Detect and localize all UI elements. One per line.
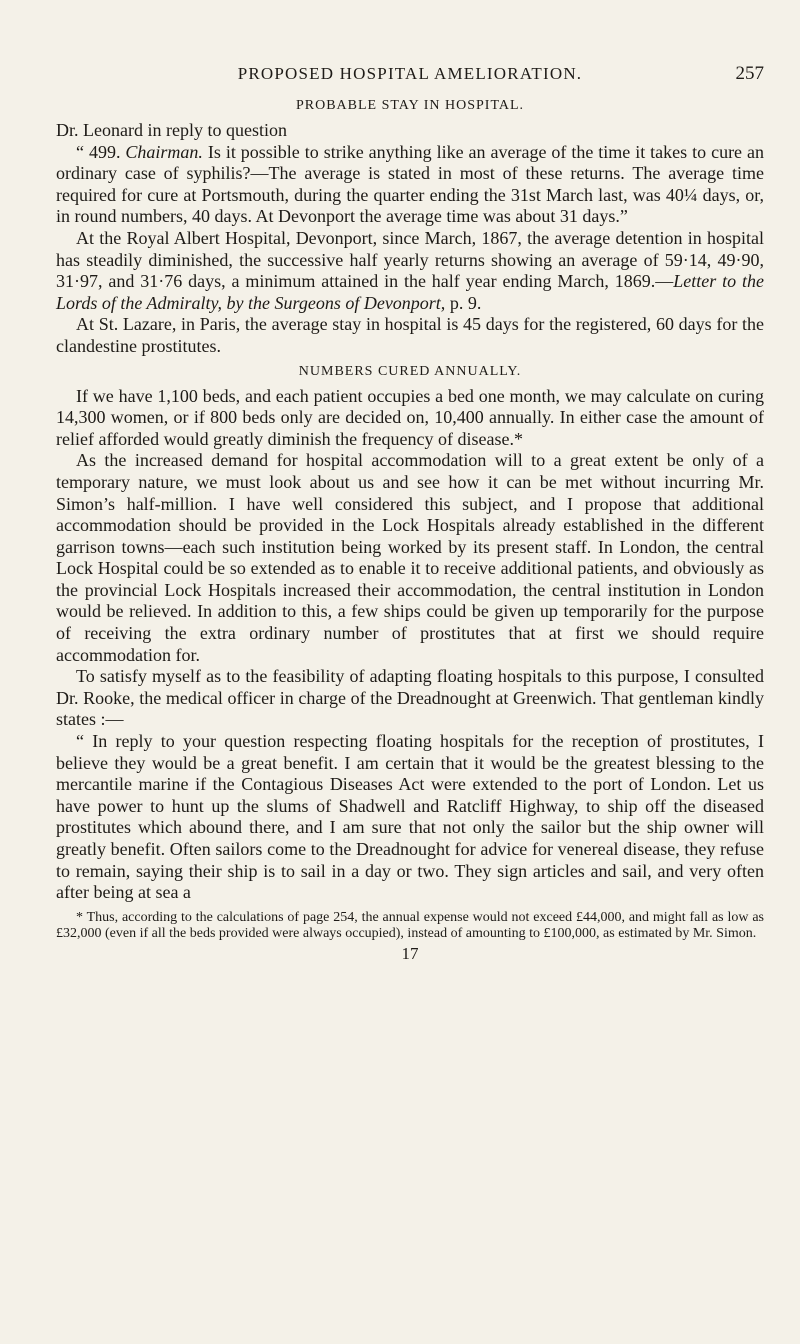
- paragraph-question-499: [56, 142, 764, 228]
- running-title: PROPOSED HOSPITAL AMELIORATION.: [237, 64, 583, 83]
- speaker: Chairman.: [125, 141, 203, 162]
- section-heading-probable-stay: PROBABLE STAY IN HOSPITAL.: [295, 98, 525, 113]
- question-text: Is it possible to strike anything like an average of the time it takes to cure an ordinary case of syphilis?—The average is stated in most of these returns. The average time required for cure at Portsmouth, during the quarter ending the 31st March last, was 40¼ days, or, in round numbers, 40 days. At Devonport the average time was about 31 days.”: [56, 141, 764, 227]
- citation: Letter to the Lords of the Admiralty, by the Surgeons of Devonport,: [56, 271, 764, 313]
- paragraph-st-lazare: At St. Lazare, in Paris, the average stay in hospital is 45 days for the registered, 60 days for the clandestine prostitutes.: [56, 314, 764, 356]
- citation-page: p. 9.: [445, 292, 482, 313]
- paragraph-royal-albert: [56, 228, 764, 314]
- question-number: “ 499.: [76, 141, 126, 162]
- paragraph: To satisfy myself as to the feasibility of adapting floating hospitals to this purpose, I consulted Dr. Rooke, the medical officer in charge of the Dreadnought at Greenwich. That gentleman kindly states :—: [56, 666, 764, 730]
- page-number: 257: [735, 63, 764, 84]
- paragraph: Dr. Leonard in reply to question: [56, 120, 287, 140]
- footnote: * Thus, according to the calculations of page 254, the annual expense would not exceed £44,000, and might fall as low as £32,000 (even if all the beds provided were always occupied), instead of amounting to £100,000, as estimated by Mr. Simon.: [56, 909, 764, 941]
- paragraph-quotation: “ In reply to your question respecting floating hospitals for the reception of prostitutes, I believe they would be a great benefit. I am certain that it would be the greatest blessing to the mercantile marine if the Contagious Diseases Act were extended to the port of London. Let us have power to hunt up the slums of Shadwell and Ratcliff Highway, to ship off the diseased prostitutes which abound there, and I am sure that not only the sailor but the ship owner will greatly benefit. Often sailors come to the Dreadnought for advice for venereal disease, they refuse to remain, saying their ship is to sail in a day or two. They sign articles and sail, and very often after being at sea a: [56, 731, 764, 903]
- paragraph: If we have 1,100 beds, and each patient occupies a bed one month, we may calculate on curing 14,300 women, or if 800 beds only are decided on, 10,400 annually. In either case the amount of relief afforded would greatly diminish the frequency of disease.*: [56, 385, 764, 449]
- signature-mark: 17: [401, 943, 419, 963]
- book-page: [56, 64, 764, 964]
- paragraph: As the increased demand for hospital accommodation will to a great extent be only of a temporary nature, we must look about us and see how it can be met without incurring Mr. Simon’s half-million. I have well considered this subject, and I propose that additional accommodation should be provided in the Lock Hospitals already established in the different garrison towns—each such institution being worked by its present staff. In London, the central Lock Hospital could be so extended as to enable it to receive additional patients, and obviously as the provincial Lock Hospitals increased their accommodation, the central institution in London would be relieved. In addition to this, a few ships could be given up temporarily for the purpose of receiving the extra ordinary number of prostitutes that at first we should require accommodation for.: [56, 450, 764, 665]
- section-heading-numbers-cured: NUMBERS CURED ANNUALLY.: [298, 363, 522, 379]
- running-head: [56, 64, 764, 90]
- paragraph-text: At the Royal Albert Hospital, Devonport, since March, 1867, the average detention in hospital has steadily diminished, the successive half yearly returns showing an average of 59·14, 49·90, 31·97, and 31·76 days, a minimum attained in the half year ending March, 1869.—: [56, 227, 764, 292]
